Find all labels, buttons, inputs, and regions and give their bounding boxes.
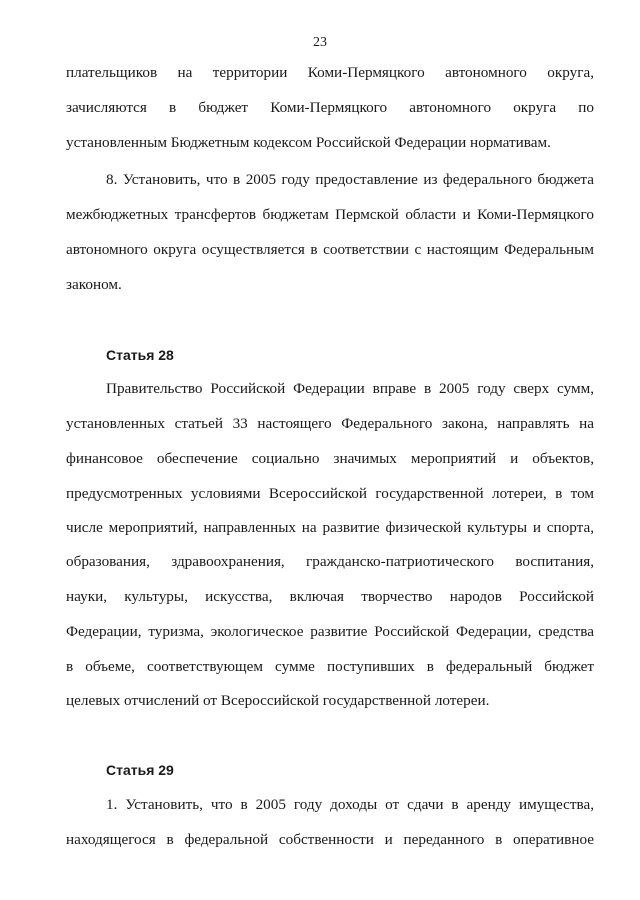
text-line: автономного округа осуществляется в соответствии с настоящим Федеральным bbox=[66, 241, 594, 258]
text-line: плательщиков на территории Коми-Пермяцкого автономного округа, bbox=[66, 64, 594, 81]
text-line: установленным Бюджетным кодексом Российской Федерации нормативам. bbox=[66, 134, 551, 151]
text-line: Правительство Российской Федерации вправе в 2005 году сверх сумм, bbox=[106, 380, 594, 397]
article-heading: Статья 28 bbox=[106, 347, 174, 363]
text-line: зачисляются в бюджет Коми-Пермяцкого автономного округа по bbox=[66, 99, 594, 116]
text-line: установленных статьей 33 настоящего Федерального закона, направлять на bbox=[66, 415, 594, 432]
text-line: 1. Установить, что в 2005 году доходы от сдачи в аренду имущества, bbox=[106, 796, 594, 813]
text-line: Федерации, туризма, экологическое развитие Российской Федерации, средства bbox=[66, 623, 594, 640]
text-line: финансовое обеспечение социально значимых мероприятий и объектов, bbox=[66, 450, 594, 467]
text-line: числе мероприятий, направленных на развитие физической культуры и спорта, bbox=[66, 519, 594, 536]
page-number: 23 bbox=[313, 35, 327, 50]
text-line: предусмотренных условиями Всероссийской государственной лотереи, в том bbox=[66, 485, 594, 502]
text-line: целевых отчислений от Всероссийской государственной лотереи. bbox=[66, 692, 490, 709]
article-heading: Статья 29 bbox=[106, 762, 174, 778]
text-line: науки, культуры, искусства, включая творчество народов Российской bbox=[66, 588, 594, 605]
text-line: 8. Установить, что в 2005 году предоставление из федерального бюджета bbox=[106, 171, 594, 188]
text-line: межбюджетных трансфертов бюджетам Пермской области и Коми-Пермяцкого bbox=[66, 206, 594, 223]
text-line: находящегося в федеральной собственности и переданного в оперативное bbox=[66, 831, 594, 848]
text-line: образования, здравоохранения, гражданско-патриотического воспитания, bbox=[66, 553, 594, 570]
text-line: законом. bbox=[66, 276, 122, 293]
text-line: в объеме, соответствующем сумме поступивших в федеральный бюджет bbox=[66, 658, 594, 675]
